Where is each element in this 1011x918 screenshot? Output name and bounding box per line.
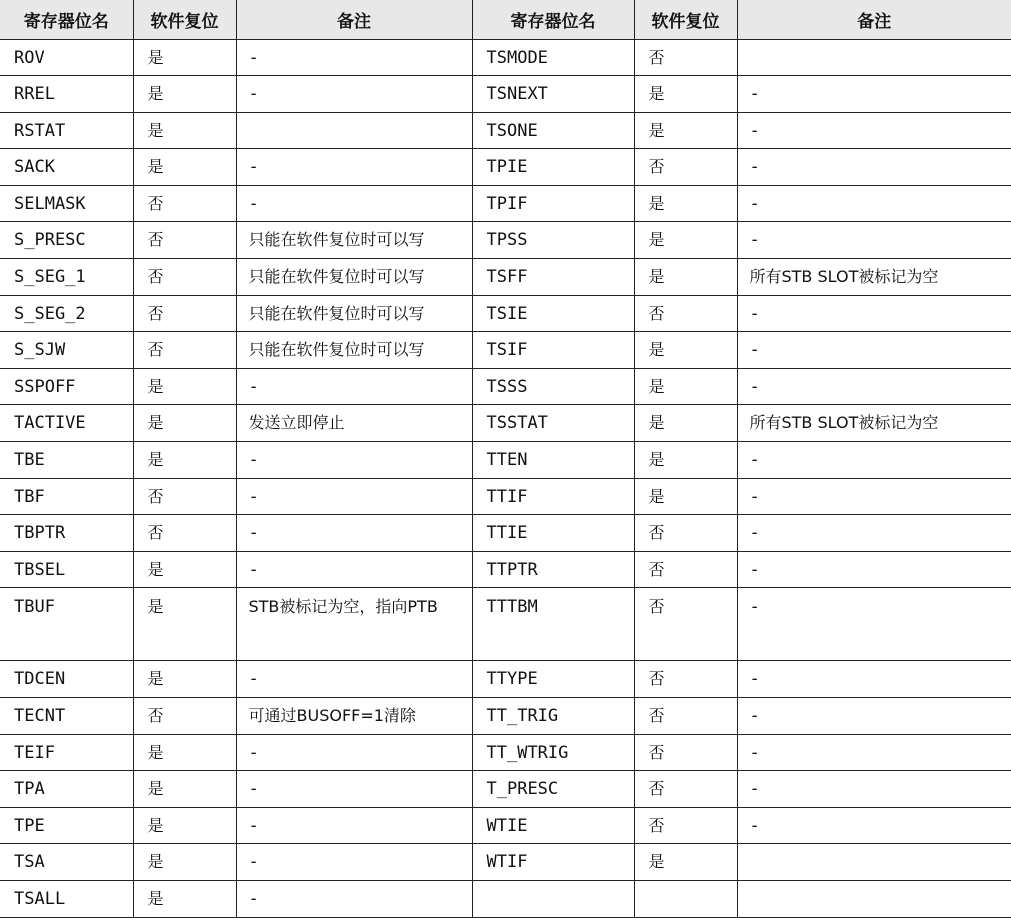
note-cell-2: - <box>737 661 1011 698</box>
software-reset-cell-2: 否 <box>634 588 737 661</box>
note-cell: - <box>236 771 472 808</box>
note-cell: 只能在软件复位时可以写 <box>236 332 472 369</box>
software-reset-cell: 是 <box>133 734 236 771</box>
note-cell: 可通过BUSOFF=1清除 <box>236 698 472 735</box>
table-row <box>0 39 1011 76</box>
note-cell: - <box>236 844 472 881</box>
register-name-cell: TACTIVE <box>0 405 133 442</box>
note-cell-2 <box>737 39 1011 76</box>
note-cell: - <box>236 515 472 552</box>
register-name-cell-2: TPIE <box>472 149 634 186</box>
note-cell-2: 所有STB SLOT被标记为空 <box>737 405 1011 442</box>
table-row <box>0 880 1011 917</box>
table-row <box>0 368 1011 405</box>
note-cell-2: - <box>737 368 1011 405</box>
software-reset-cell: 是 <box>133 149 236 186</box>
register-name-cell: TECNT <box>0 698 133 735</box>
register-name-cell-2: TTPTR <box>472 551 634 588</box>
note-cell: - <box>236 880 472 917</box>
register-name-cell-2: WTIE <box>472 807 634 844</box>
table-row <box>0 76 1011 113</box>
note-cell-2: - <box>737 149 1011 186</box>
header-register-name: 寄存器位名 <box>0 0 133 39</box>
software-reset-cell-2: 是 <box>634 332 737 369</box>
register-name-cell: TEIF <box>0 734 133 771</box>
register-name-cell: TDCEN <box>0 661 133 698</box>
software-reset-cell: 是 <box>133 551 236 588</box>
software-reset-cell: 是 <box>133 880 236 917</box>
note-cell-2: - <box>737 442 1011 479</box>
note-cell-2: - <box>737 478 1011 515</box>
note-cell-2: - <box>737 698 1011 735</box>
register-name-cell: SACK <box>0 149 133 186</box>
table-header-row <box>0 0 1011 39</box>
note-cell: 只能在软件复位时可以写 <box>236 222 472 259</box>
note-cell: - <box>236 442 472 479</box>
note-cell-2: - <box>737 807 1011 844</box>
register-name-cell-2: TSNEXT <box>472 76 634 113</box>
software-reset-cell: 否 <box>133 185 236 222</box>
note-cell: - <box>236 807 472 844</box>
software-reset-cell-2: 是 <box>634 185 737 222</box>
header-software-reset: 软件复位 <box>133 0 236 39</box>
software-reset-cell-2 <box>634 880 737 917</box>
register-name-cell: TBPTR <box>0 515 133 552</box>
note-cell: - <box>236 149 472 186</box>
software-reset-cell: 否 <box>133 222 236 259</box>
table-row <box>0 588 1011 661</box>
software-reset-cell-2: 是 <box>634 112 737 149</box>
software-reset-cell-2: 否 <box>634 515 737 552</box>
register-name-cell-2: TSIF <box>472 332 634 369</box>
software-reset-cell: 是 <box>133 844 236 881</box>
note-cell: 发送立即停止 <box>236 405 472 442</box>
software-reset-cell-2: 否 <box>634 295 737 332</box>
register-name-cell-2: TTYPE <box>472 661 634 698</box>
register-name-cell: ROV <box>0 39 133 76</box>
software-reset-cell-2: 是 <box>634 76 737 113</box>
software-reset-cell-2: 是 <box>634 259 737 296</box>
register-name-cell: S_SJW <box>0 332 133 369</box>
register-name-cell: S_SEG_1 <box>0 259 133 296</box>
note-cell-2: 所有STB SLOT被标记为空 <box>737 259 1011 296</box>
note-cell-2: - <box>737 515 1011 552</box>
note-cell-2: - <box>737 551 1011 588</box>
software-reset-cell-2: 否 <box>634 771 737 808</box>
table-row <box>0 112 1011 149</box>
register-name-cell-2: TT_WTRIG <box>472 734 634 771</box>
software-reset-cell-2: 是 <box>634 844 737 881</box>
register-name-cell-2: TTIE <box>472 515 634 552</box>
header-software-reset-2: 软件复位 <box>634 0 737 39</box>
register-name-cell-2: WTIF <box>472 844 634 881</box>
register-name-cell-2: TPSS <box>472 222 634 259</box>
register-name-cell: SSPOFF <box>0 368 133 405</box>
note-cell-2 <box>737 880 1011 917</box>
table-row <box>0 332 1011 369</box>
register-name-cell-2: TTIF <box>472 478 634 515</box>
software-reset-cell: 否 <box>133 698 236 735</box>
note-cell: - <box>236 478 472 515</box>
note-cell: 只能在软件复位时可以写 <box>236 295 472 332</box>
table-row <box>0 295 1011 332</box>
register-name-cell-2: TT_TRIG <box>472 698 634 735</box>
note-cell-2: - <box>737 734 1011 771</box>
software-reset-cell-2: 否 <box>634 734 737 771</box>
note-cell: STB被标记为空，指向PTB <box>236 588 472 661</box>
register-name-cell-2 <box>472 880 634 917</box>
note-cell: - <box>236 661 472 698</box>
register-name-cell-2: TTTBM <box>472 588 634 661</box>
software-reset-cell-2: 否 <box>634 807 737 844</box>
software-reset-cell: 是 <box>133 368 236 405</box>
table-row <box>0 698 1011 735</box>
register-name-cell: TBUF <box>0 588 133 661</box>
register-name-cell: TPE <box>0 807 133 844</box>
note-cell: - <box>236 551 472 588</box>
register-name-cell-2: TPIF <box>472 185 634 222</box>
table-row <box>0 149 1011 186</box>
note-cell <box>236 112 472 149</box>
table-row <box>0 478 1011 515</box>
note-cell: - <box>236 734 472 771</box>
note-cell-2: - <box>737 588 1011 661</box>
register-name-cell: TSA <box>0 844 133 881</box>
note-cell: - <box>236 368 472 405</box>
note-cell-2: - <box>737 295 1011 332</box>
register-name-cell: S_SEG_2 <box>0 295 133 332</box>
note-cell-2 <box>737 844 1011 881</box>
table-row <box>0 661 1011 698</box>
software-reset-cell-2: 是 <box>634 405 737 442</box>
register-name-cell-2: TTEN <box>472 442 634 479</box>
header-note: 备注 <box>236 0 472 39</box>
software-reset-cell-2: 否 <box>634 698 737 735</box>
software-reset-cell: 否 <box>133 332 236 369</box>
note-cell-2: - <box>737 76 1011 113</box>
software-reset-cell: 是 <box>133 405 236 442</box>
register-name-cell: RSTAT <box>0 112 133 149</box>
software-reset-cell: 是 <box>133 661 236 698</box>
software-reset-cell: 是 <box>133 39 236 76</box>
register-name-cell: SELMASK <box>0 185 133 222</box>
software-reset-cell-2: 是 <box>634 368 737 405</box>
register-name-cell-2: TSFF <box>472 259 634 296</box>
note-cell: 只能在软件复位时可以写 <box>236 259 472 296</box>
table-row <box>0 259 1011 296</box>
software-reset-cell-2: 否 <box>634 551 737 588</box>
header-note-2: 备注 <box>737 0 1011 39</box>
table-row <box>0 734 1011 771</box>
software-reset-cell: 是 <box>133 771 236 808</box>
software-reset-cell-2: 是 <box>634 478 737 515</box>
software-reset-cell: 否 <box>133 295 236 332</box>
table-body <box>0 39 1011 917</box>
note-cell-2: - <box>737 332 1011 369</box>
table-row <box>0 844 1011 881</box>
note-cell-2: - <box>737 185 1011 222</box>
software-reset-cell: 是 <box>133 442 236 479</box>
table-row <box>0 551 1011 588</box>
register-name-cell-2: T_PRESC <box>472 771 634 808</box>
software-reset-cell: 是 <box>133 588 236 661</box>
register-name-cell: RREL <box>0 76 133 113</box>
note-cell: - <box>236 39 472 76</box>
software-reset-cell: 是 <box>133 112 236 149</box>
software-reset-cell: 是 <box>133 76 236 113</box>
table-row <box>0 442 1011 479</box>
software-reset-cell-2: 是 <box>634 222 737 259</box>
table-row <box>0 222 1011 259</box>
software-reset-cell: 否 <box>133 515 236 552</box>
software-reset-cell: 是 <box>133 807 236 844</box>
table-row <box>0 771 1011 808</box>
register-name-cell: TBF <box>0 478 133 515</box>
table-row <box>0 405 1011 442</box>
register-name-cell-2: TSMODE <box>472 39 634 76</box>
table-row <box>0 515 1011 552</box>
software-reset-cell-2: 否 <box>634 39 737 76</box>
software-reset-cell-2: 否 <box>634 661 737 698</box>
software-reset-cell-2: 是 <box>634 442 737 479</box>
register-name-cell-2: TSSTAT <box>472 405 634 442</box>
note-cell-2: - <box>737 112 1011 149</box>
register-name-cell: S_PRESC <box>0 222 133 259</box>
header-register-name-2: 寄存器位名 <box>472 0 634 39</box>
software-reset-cell-2: 否 <box>634 149 737 186</box>
note-cell-2: - <box>737 222 1011 259</box>
register-name-cell-2: TSIE <box>472 295 634 332</box>
register-name-cell: TPA <box>0 771 133 808</box>
register-name-cell: TSALL <box>0 880 133 917</box>
table-row <box>0 807 1011 844</box>
note-cell: - <box>236 185 472 222</box>
register-name-cell: TBE <box>0 442 133 479</box>
note-cell-2: - <box>737 771 1011 808</box>
software-reset-cell: 否 <box>133 259 236 296</box>
register-name-cell-2: TSSS <box>472 368 634 405</box>
table-row <box>0 185 1011 222</box>
note-cell: - <box>236 76 472 113</box>
register-name-cell-2: TSONE <box>472 112 634 149</box>
register-name-cell: TBSEL <box>0 551 133 588</box>
software-reset-cell: 否 <box>133 478 236 515</box>
